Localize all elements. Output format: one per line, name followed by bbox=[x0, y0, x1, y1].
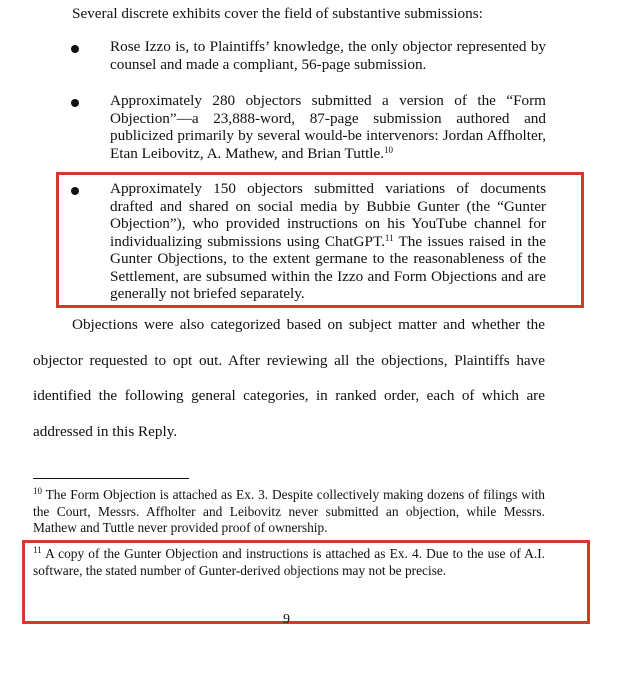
footnote-ref-10: 10 bbox=[384, 144, 394, 155]
page-number: 9 bbox=[283, 612, 290, 627]
bullet-dot-3 bbox=[71, 187, 79, 195]
categories-paragraph: Objections were also categorized based on subject matter and whether the objector requested to opt out. After reviewing all the objections, Plaintiffs have identified the following general categories, in ranked order, each of which are addressed in this Reply. bbox=[33, 316, 545, 440]
footnote-11-text: A copy of the Gunter Objection and instructions is attached as Ex. 4. Due to the use of A.I. software, the stated number of Gunter-derived objections may not be precise. bbox=[33, 546, 545, 578]
footnote-ref-11: 11 bbox=[384, 232, 394, 243]
bullet-dot-2 bbox=[71, 99, 79, 107]
footnote-10 bbox=[33, 487, 545, 537]
footnote-10-text: The Form Objection is attached as Ex. 3. Despite collectively making dozens of filings with the Court, Messrs. Affholter and Leibovitz never submitted an objection, while Messrs. Mathew and Tuttle never provided proof of ownership. bbox=[33, 487, 545, 535]
footnote-11 bbox=[33, 546, 545, 579]
bullet-text-3-part-b: The issues raised in the Gunter Objections, to the extent germane to the reasonableness of the Settlement, are subsumed within the Izzo and Form Objections and are generally not briefed separately. bbox=[110, 232, 546, 302]
bullet-text-3 bbox=[110, 180, 546, 303]
footnote-10-number: 10 bbox=[33, 486, 42, 496]
bullet-text-1: Rose Izzo is, to Plaintiffs’ knowledge, the only objector represented by counsel and made a compliant, 56-page submission. bbox=[110, 38, 546, 73]
bullet-text-3-part-a: Approximately 150 objectors submitted variations of documents drafted and shared on social media by Bubbie Gunter (the “Gunter Objection”), who provided instructions on his YouTube channel for individualizing submissions using ChatGPT. bbox=[110, 180, 546, 250]
bullet-text-2-body: Approximately 280 objectors submitted a version of the “Form Objection”—a 23,888-word, 87-page submission authored and publicized primarily by several would-be intervenors: Jordan Affholter, Etan Leibovitz, A. Mathew, and Brian Tuttle. bbox=[110, 92, 546, 162]
footnote-rule bbox=[33, 478, 189, 479]
intro-paragraph: Several discrete exhibits cover the field of substantive submissions: bbox=[72, 5, 483, 22]
bullet-dot-1 bbox=[71, 45, 79, 53]
bullet-text-2 bbox=[110, 92, 546, 162]
footnote-11-number: 11 bbox=[33, 545, 42, 555]
